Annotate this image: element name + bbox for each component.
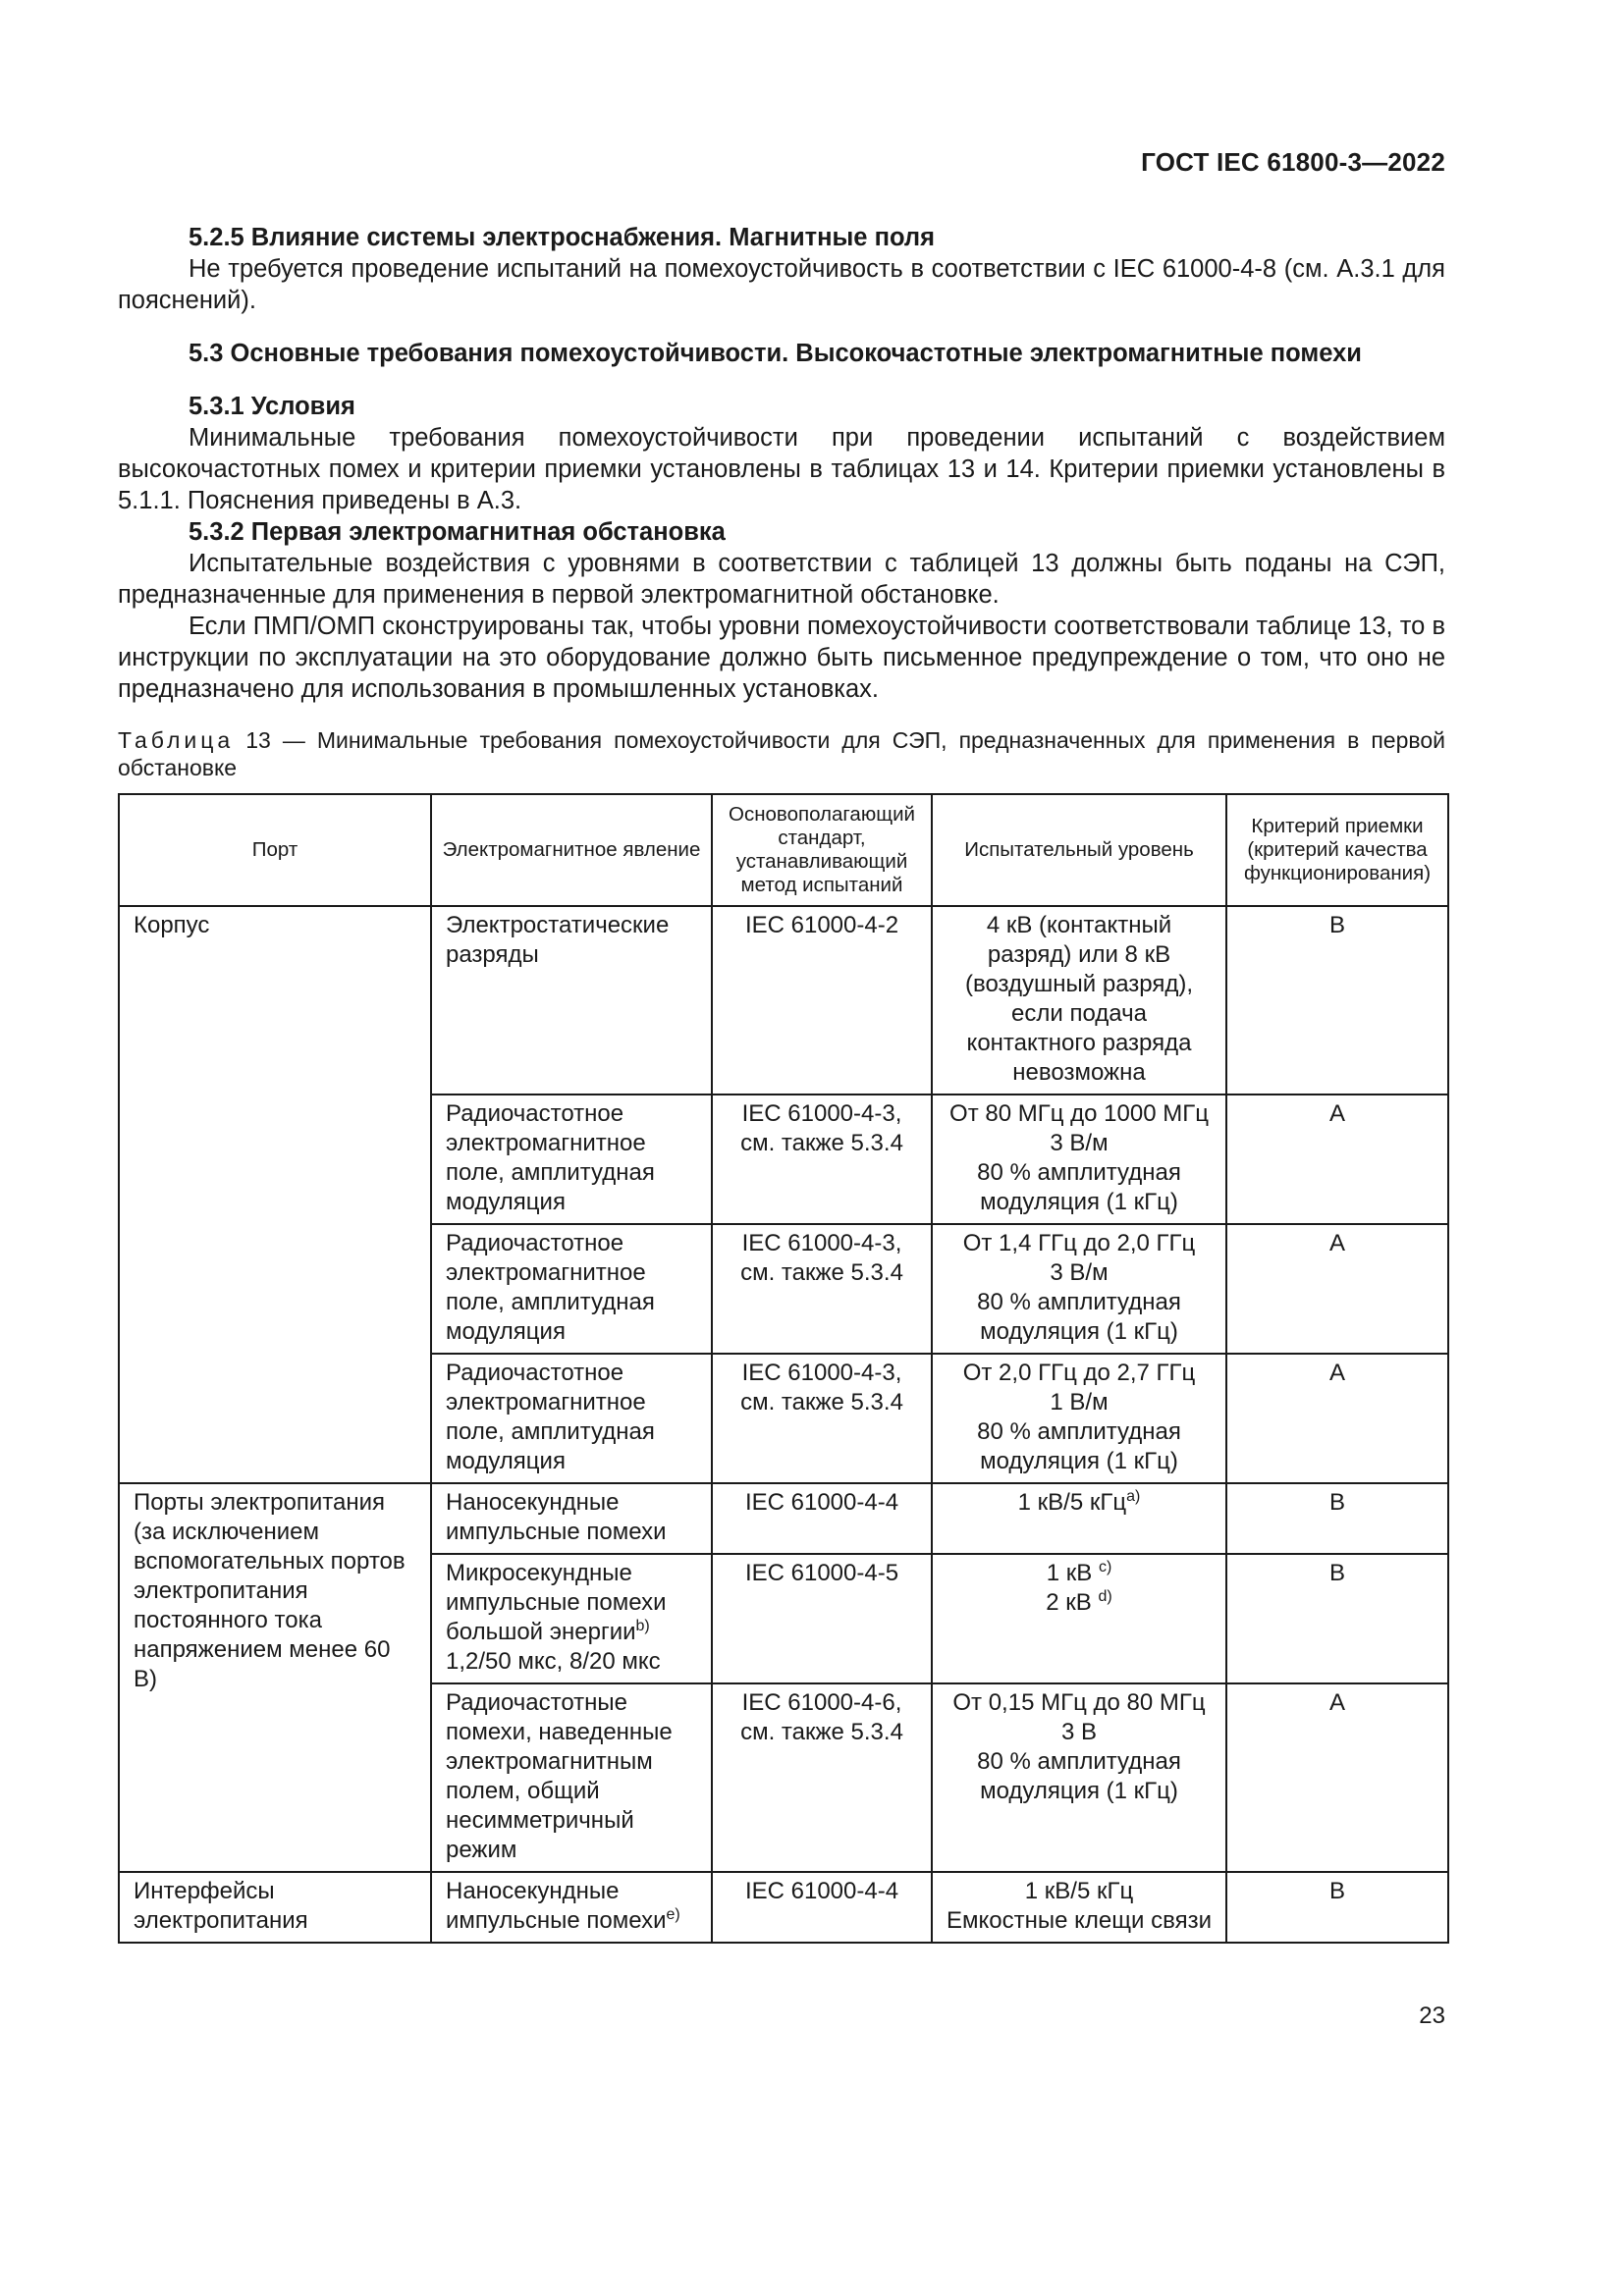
port-cell-interfaces: Интерфейсы электропитания — [119, 1872, 431, 1943]
criterion-cell: A — [1226, 1683, 1448, 1872]
level-line: 80 % амплитудная модуляция (1 кГц) — [977, 1418, 1181, 1474]
level-line: 1 кВ/5 кГц — [1024, 1878, 1134, 1904]
standard-cell: IEC 61000-4-4 — [712, 1872, 932, 1943]
table-row — [119, 906, 1448, 1095]
table-caption-label: Таблица — [118, 727, 235, 753]
level-line: 80 % амплитудная модуляция (1 кГц) — [977, 1159, 1181, 1215]
criterion-cell: A — [1226, 1354, 1448, 1483]
section-5-2-5-title: 5.2.5 Влияние системы электроснабжения. Магнитные поля — [189, 224, 935, 251]
level-text: 1 кВ/5 кГц — [1017, 1489, 1127, 1516]
standard-cell: IEC 61000-4-5 — [712, 1554, 932, 1683]
section-5-3-title: 5.3 Основные требования помехоустойчивости. Высокочастотные электромагнитные помехи — [189, 340, 1362, 367]
level-cell — [932, 1872, 1226, 1943]
document-header: ГОСТ IEC 61800-3—2022 — [1141, 147, 1445, 177]
level-line: 1 В/м — [1050, 1389, 1109, 1415]
level-line — [947, 1559, 1212, 1588]
level-text: 1 кВ — [1046, 1560, 1093, 1586]
level-line: 80 % амплитудная модуляция (1 кГц) — [977, 1289, 1181, 1345]
level-line: От 0,15 МГц до 80 МГц — [952, 1689, 1206, 1716]
level-cell — [932, 1095, 1226, 1224]
header-port: Порт — [119, 794, 431, 906]
phenomenon-cell: Электростатические разряды — [431, 906, 712, 1095]
level-cell — [932, 1554, 1226, 1683]
section-5-3-1-title: 5.3.1 Условия — [189, 393, 355, 420]
page-content — [118, 222, 1445, 1944]
criterion-cell: B — [1226, 1483, 1448, 1554]
standard-cell: IEC 61000-4-3, см. также 5.3.4 — [712, 1224, 932, 1354]
criterion-cell: A — [1226, 1095, 1448, 1224]
level-line: Емкостные клещи связи — [947, 1907, 1212, 1934]
level-line: 3 В/м — [1050, 1259, 1109, 1286]
phenomenon-cell: Радиочастотные помехи, наведенные электромагнитным полем, общий несимметричный режим — [431, 1683, 712, 1872]
phenomenon-cell — [431, 1872, 712, 1943]
phenomenon-cell: Радиочастотное электромагнитное поле, амплитудная модуляция — [431, 1354, 712, 1483]
table-caption-text: 13 — Минимальные требования помехоустойчивости для СЭП, предназначенных для применения в первой обстановке — [118, 727, 1445, 780]
section-5-2-5-paragraph: Не требуется проведение испытаний на помехоустойчивость в соответствии с IEC 61000-4-8 (см. А.3.1 для пояснений). — [118, 255, 1445, 314]
phenomenon-text: Наносекундные импульсные помехи — [446, 1878, 667, 1934]
standard-cell: IEC 61000-4-6, см. также 5.3.4 — [712, 1683, 932, 1872]
criterion-cell: A — [1226, 1224, 1448, 1354]
header-standard: Основополагающий стандарт, устанавливающий метод испытаний — [712, 794, 932, 906]
level-line — [947, 1588, 1212, 1618]
level-cell — [932, 1354, 1226, 1483]
section-5-3-2-paragraph-2: Если ПМП/ОМП сконструированы так, чтобы уровни помехоустойчивости соответствовали таблице 13, то в инструкции по эксплуатации на это оборудование должно быть письменное предупреждение о том, что оно не предназначено для использования в промышленных установках. — [118, 613, 1445, 703]
phenomenon-cell — [431, 1554, 712, 1683]
criterion-cell: B — [1226, 1872, 1448, 1943]
standard-cell: IEC 61000-4-2 — [712, 906, 932, 1095]
section-5-3-2-title: 5.3.2 Первая электромагнитная обстановка — [189, 518, 726, 546]
standard-cell: IEC 61000-4-3, см. также 5.3.4 — [712, 1095, 932, 1224]
phenomenon-text: Микросекундные импульсные помехи большой энергии — [446, 1560, 667, 1645]
level-line: 3 В/м — [1050, 1130, 1109, 1156]
footnote-mark: b) — [635, 1618, 650, 1634]
level-line: От 2,0 ГГц до 2,7 ГГц — [962, 1360, 1196, 1386]
level-cell — [932, 1483, 1226, 1554]
level-line: От 80 МГц до 1000 МГц — [949, 1100, 1209, 1127]
level-line: 3 В — [1060, 1719, 1098, 1745]
level-line: От 1,4 ГГц до 2,0 ГГц — [962, 1230, 1196, 1256]
phenomenon-line: 1,2/50 мкс, 8/20 мкс — [446, 1648, 661, 1675]
table-caption — [118, 726, 1445, 781]
section-5-3-2-paragraph-1: Испытательные воздействия с уровнями в соответствии с таблицей 13 должны быть поданы на СЭП, предназначенные для применения в первой электромагнитной обстановке. — [118, 550, 1445, 609]
header-phenomenon: Электромагнитное явление — [431, 794, 712, 906]
phenomenon-cell: Наносекундные импульсные помехи — [431, 1483, 712, 1554]
section-5-3-1-paragraph: Минимальные требования помехоустойчивости при проведении испытаний с воздействием высокочастотных помех и критерии приемки установлены в таблицах 13 и 14. Критерии приемки установлены в 5.1.1. Пояснения приведены в А.3. — [118, 424, 1445, 514]
header-level: Испытательный уровень — [932, 794, 1226, 906]
criterion-cell: B — [1226, 906, 1448, 1095]
footnote-mark: a) — [1126, 1488, 1141, 1505]
level-cell — [932, 1683, 1226, 1872]
table-row — [119, 1483, 1448, 1554]
port-cell-power: Порты электропитания (за исключением вспомогательных портов электропитания постоянного тока напряжением менее 60 В) — [119, 1483, 431, 1872]
standard-cell: IEC 61000-4-3, см. также 5.3.4 — [712, 1354, 932, 1483]
footnote-mark: c) — [1098, 1559, 1112, 1575]
table-header-row — [119, 794, 1448, 906]
phenomenon-cell: Радиочастотное электромагнитное поле, амплитудная модуляция — [431, 1224, 712, 1354]
immunity-table — [118, 793, 1449, 1944]
port-cell-enclosure: Корпус — [119, 906, 431, 1483]
page-number: 23 — [1419, 2002, 1445, 2029]
table-row — [119, 1872, 1448, 1943]
level-text: 2 кВ — [1046, 1589, 1092, 1616]
standard-cell: IEC 61000-4-4 — [712, 1483, 932, 1554]
header-criterion: Критерий приемки (критерий качества функционирования) — [1226, 794, 1448, 906]
level-cell: 4 кВ (контактный разряд) или 8 кВ (воздушный разряд), если подача контактного разряда невозможна — [932, 906, 1226, 1095]
footnote-mark: d) — [1098, 1588, 1112, 1605]
level-line: 80 % амплитудная модуляция (1 кГц) — [977, 1748, 1181, 1804]
footnote-mark: e) — [666, 1906, 680, 1923]
level-cell — [932, 1224, 1226, 1354]
phenomenon-cell: Радиочастотное электромагнитное поле, амплитудная модуляция — [431, 1095, 712, 1224]
criterion-cell: B — [1226, 1554, 1448, 1683]
